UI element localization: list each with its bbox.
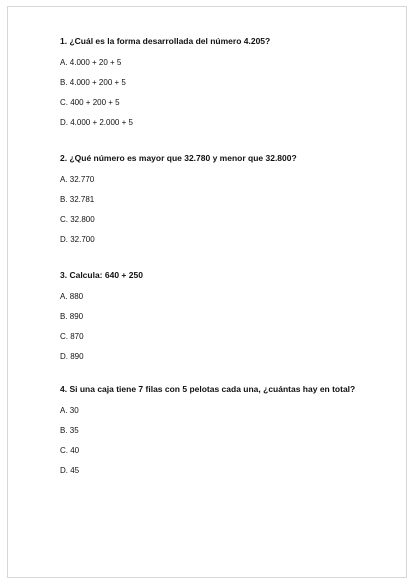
option-d: D. 32.700 [60,235,95,244]
answer-options [60,58,380,128]
option-a: A. 4.000 + 20 + 5 [60,58,122,67]
question-2 [60,153,380,245]
question-4 [60,384,380,476]
option-b: B. 4.000 + 200 + 5 [60,78,126,87]
option-b: B. 32.781 [60,195,95,204]
option-c: C. 40 [60,446,80,455]
question-title: 2. ¿Qué número es mayor que 32.780 y menor que 32.800? [60,153,297,163]
option-d: D. 45 [60,466,80,475]
option-c: C. 400 + 200 + 5 [60,98,120,107]
option-c: C. 870 [60,332,84,341]
answer-options [60,175,380,245]
question-title: 1. ¿Cuál es la forma desarrollada del número 4.205? [60,36,271,46]
option-d: D. 890 [60,352,84,361]
option-a: A. 32.770 [60,175,95,184]
option-b: B. 35 [60,426,79,435]
option-c: C. 32.800 [60,215,95,224]
question-1 [60,36,380,128]
answer-options [60,406,380,476]
option-a: A. 880 [60,292,84,301]
answer-options [60,292,380,362]
option-b: B. 890 [60,312,84,321]
question-title: 4. Si una caja tiene 7 filas con 5 pelotas cada una, ¿cuántas hay en total? [60,384,356,394]
question-3 [60,270,380,362]
option-d: D. 4.000 + 2.000 + 5 [60,118,133,127]
option-a: A. 30 [60,406,79,415]
question-title: 3. Calcula: 640 + 250 [60,270,143,280]
